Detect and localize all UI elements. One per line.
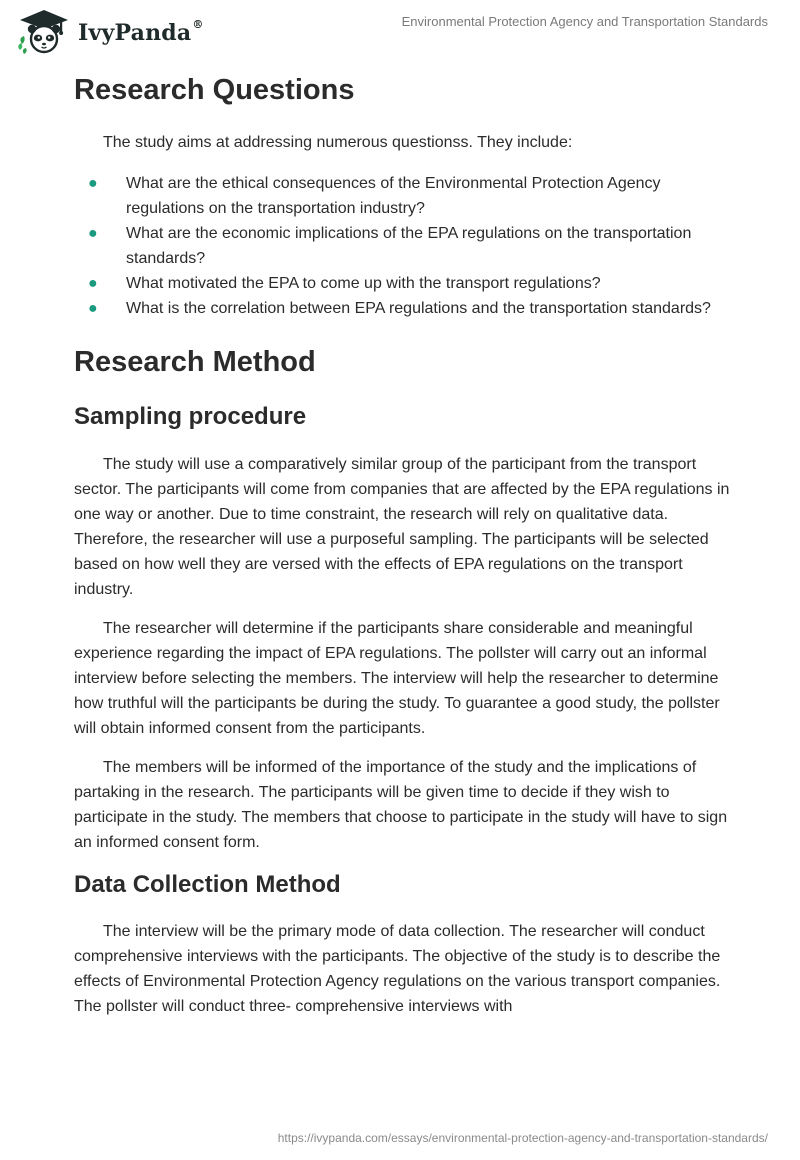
running-title: Environmental Protection Agency and Transportation Standards (401, 14, 768, 29)
heading-data-collection-method: Data Collection Method (74, 871, 341, 898)
paragraph: The researcher will determine if the participants share considerable and meaningful experience regarding the impact of EPA regulations. The pollster will carry out an informal interview before selecting the members. The interview will help the researcher to determine how truthful will the participants be during the study. To guarantee a good study, the pollster will obtain informed consent from the participants. (74, 620, 720, 737)
essay-content (74, 70, 734, 1019)
heading-sampling-procedure: Sampling procedure (74, 403, 307, 430)
bullet-dot-icon: ● (88, 175, 98, 192)
question-text: What motivated the EPA to come up with the transport regulations? (126, 275, 601, 292)
research-questions-list (74, 171, 734, 321)
logo-wordmark (78, 17, 204, 46)
registered-mark: ® (192, 17, 204, 31)
question-text: What are the ethical consequences of the Environmental Protection Agency regulations on the transportation industry? (126, 175, 661, 217)
heading-research-questions: Research Questions (74, 74, 355, 106)
page-header (0, 0, 800, 64)
list-item (74, 296, 734, 321)
questions-intro: The study aims at addressing numerous questionss. They include: (103, 134, 573, 151)
bullet-dot-icon: ● (88, 225, 98, 242)
bullet-dot-icon: ● (88, 275, 98, 292)
logo-text: IvyPanda (78, 20, 192, 46)
paragraph: The study will use a comparatively similar group of the participant from the transport sector. The participants will come from companies that are affected by the EPA regulations in one way or another. Due to time constraint, the research will rely on qualitative data. Therefore, the researcher will use a purposeful sampling. The participants will be selected based on how well they are versed with the effects of EPA regulations on the transport industry. (74, 456, 730, 598)
list-item (74, 271, 734, 296)
ivypanda-logo[interactable] (16, 8, 204, 56)
bullet-dot-icon: ● (88, 300, 98, 317)
paragraph: The interview will be the primary mode of data collection. The researcher will conduct comprehensive interviews with the participants. The objective of the study is to describe the effects of Environmental Protection Agency regulations on the various transport companies. The pollster will conduct three- comprehensive interviews with (74, 923, 721, 1015)
panda-graduation-cap-logo-icon (16, 8, 72, 56)
list-item (74, 221, 734, 271)
list-item (74, 171, 734, 221)
question-text: What is the correlation between EPA regulations and the transportation standards? (126, 300, 711, 317)
question-text: What are the economic implications of the EPA regulations on the transportation standards? (126, 225, 692, 267)
source-url[interactable]: https://ivypanda.com/essays/environmental-protection-agency-and-transportation-standards/ (277, 1131, 768, 1145)
heading-research-method: Research Method (74, 346, 316, 378)
paragraph: The members will be informed of the importance of the study and the implications of partaking in the research. The participants will be given time to decide if they wish to participate in the study. The members that choose to participate in the study will have to sign an informed consent form. (74, 759, 728, 851)
